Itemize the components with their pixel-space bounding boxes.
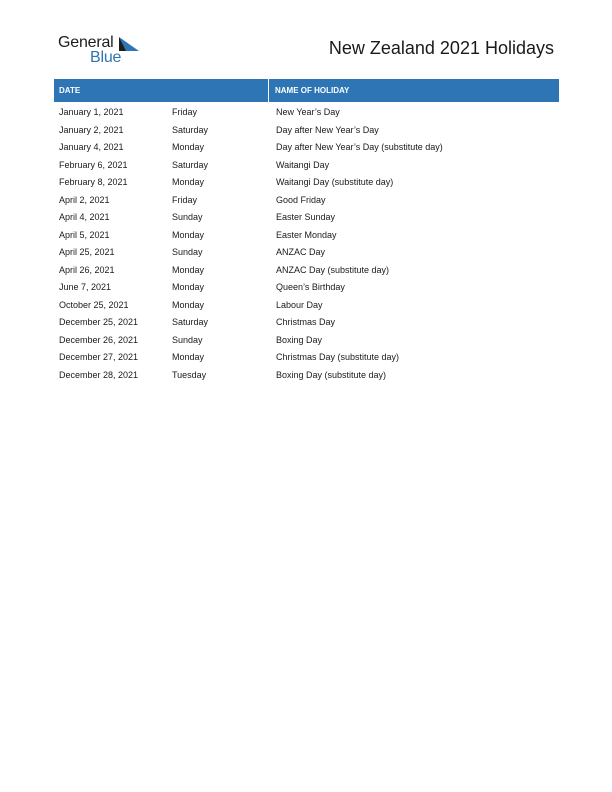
holiday-weekday: Monday (172, 177, 205, 187)
holiday-date: April 26, 2021 (59, 264, 115, 275)
table-row (54, 192, 559, 210)
holiday-name: Boxing Day (276, 334, 323, 345)
table-row (54, 227, 559, 245)
holiday-weekday: Monday (172, 352, 205, 362)
table-row (54, 157, 559, 175)
holiday-name: Day after New Year’s Day (substitute day) (276, 142, 443, 152)
holiday-weekday: Sunday (172, 247, 203, 257)
table-row (54, 279, 559, 297)
table-row (54, 104, 559, 122)
holiday-weekday: Monday (172, 264, 205, 275)
table-row (54, 139, 559, 157)
holiday-weekday: Friday (172, 107, 198, 117)
table-row (54, 209, 559, 227)
holiday-date: April 2, 2021 (59, 194, 110, 205)
holiday-date: January 1, 2021 (59, 107, 124, 117)
holiday-date: April 5, 2021 (59, 229, 110, 240)
holiday-weekday: Sunday (172, 212, 203, 222)
table-header (54, 79, 559, 102)
holiday-date: January 2, 2021 (59, 124, 124, 135)
column-header-holiday-name: NAME OF HOLIDAY (275, 86, 350, 95)
holiday-name: Day after New Year’s Day (276, 124, 379, 135)
holiday-date: April 25, 2021 (59, 247, 115, 257)
holiday-weekday: Monday (172, 299, 205, 310)
table-row (54, 332, 559, 350)
holiday-name: ANZAC Day (substitute day) (276, 264, 390, 275)
holiday-name: Good Friday (276, 194, 326, 205)
holiday-date: April 4, 2021 (59, 212, 110, 222)
table-row (54, 262, 559, 280)
table-row (54, 349, 559, 367)
page-title: New Zealand 2021 Holidays (328, 38, 554, 58)
holiday-weekday: Sunday (172, 334, 203, 345)
holiday-name: Boxing Day (substitute day) (276, 369, 387, 380)
holiday-date: December 28, 2021 (59, 369, 139, 380)
holiday-table (54, 79, 559, 384)
holiday-name: Queen’s Birthday (276, 282, 345, 292)
holiday-name: Christmas Day (276, 317, 336, 327)
holiday-weekday: Saturday (172, 124, 209, 135)
table-row (54, 297, 559, 315)
holiday-name: Easter Monday (276, 229, 337, 240)
holiday-name: Labour Day (276, 299, 323, 310)
table-row (54, 314, 559, 332)
holiday-date: December 25, 2021 (59, 317, 139, 327)
logo-word-blue: Blue (90, 49, 122, 66)
holiday-date: December 26, 2021 (59, 334, 139, 345)
generalblue-logo (58, 34, 148, 68)
holiday-name: Waitangi Day (substitute day) (276, 177, 394, 187)
holiday-date: January 4, 2021 (59, 142, 124, 152)
holiday-name: New Year’s Day (276, 107, 340, 117)
table-row (54, 367, 559, 385)
holiday-date: February 6, 2021 (59, 159, 128, 170)
holiday-name: Waitangi Day (276, 159, 330, 170)
holiday-weekday: Saturday (172, 159, 209, 170)
holiday-date: June 7, 2021 (59, 282, 112, 292)
logo-word-general: General (58, 34, 114, 51)
table-row (54, 244, 559, 262)
column-header-date: DATE (54, 79, 269, 102)
holiday-weekday: Monday (172, 142, 205, 152)
holiday-date: February 8, 2021 (59, 177, 128, 187)
holiday-weekday: Monday (172, 229, 205, 240)
holiday-date: December 27, 2021 (59, 352, 139, 362)
holiday-name: ANZAC Day (276, 247, 326, 257)
holiday-weekday: Tuesday (172, 369, 207, 380)
table-row (54, 174, 559, 192)
holiday-weekday: Saturday (172, 317, 209, 327)
table-row (54, 122, 559, 140)
holiday-date: October 25, 2021 (59, 299, 129, 310)
table-body (54, 102, 559, 384)
holiday-name: Christmas Day (substitute day) (276, 352, 400, 362)
holiday-weekday: Friday (172, 194, 198, 205)
holiday-weekday: Monday (172, 282, 205, 292)
logo-triangle-icon (119, 37, 139, 51)
holiday-name: Easter Sunday (276, 212, 336, 222)
